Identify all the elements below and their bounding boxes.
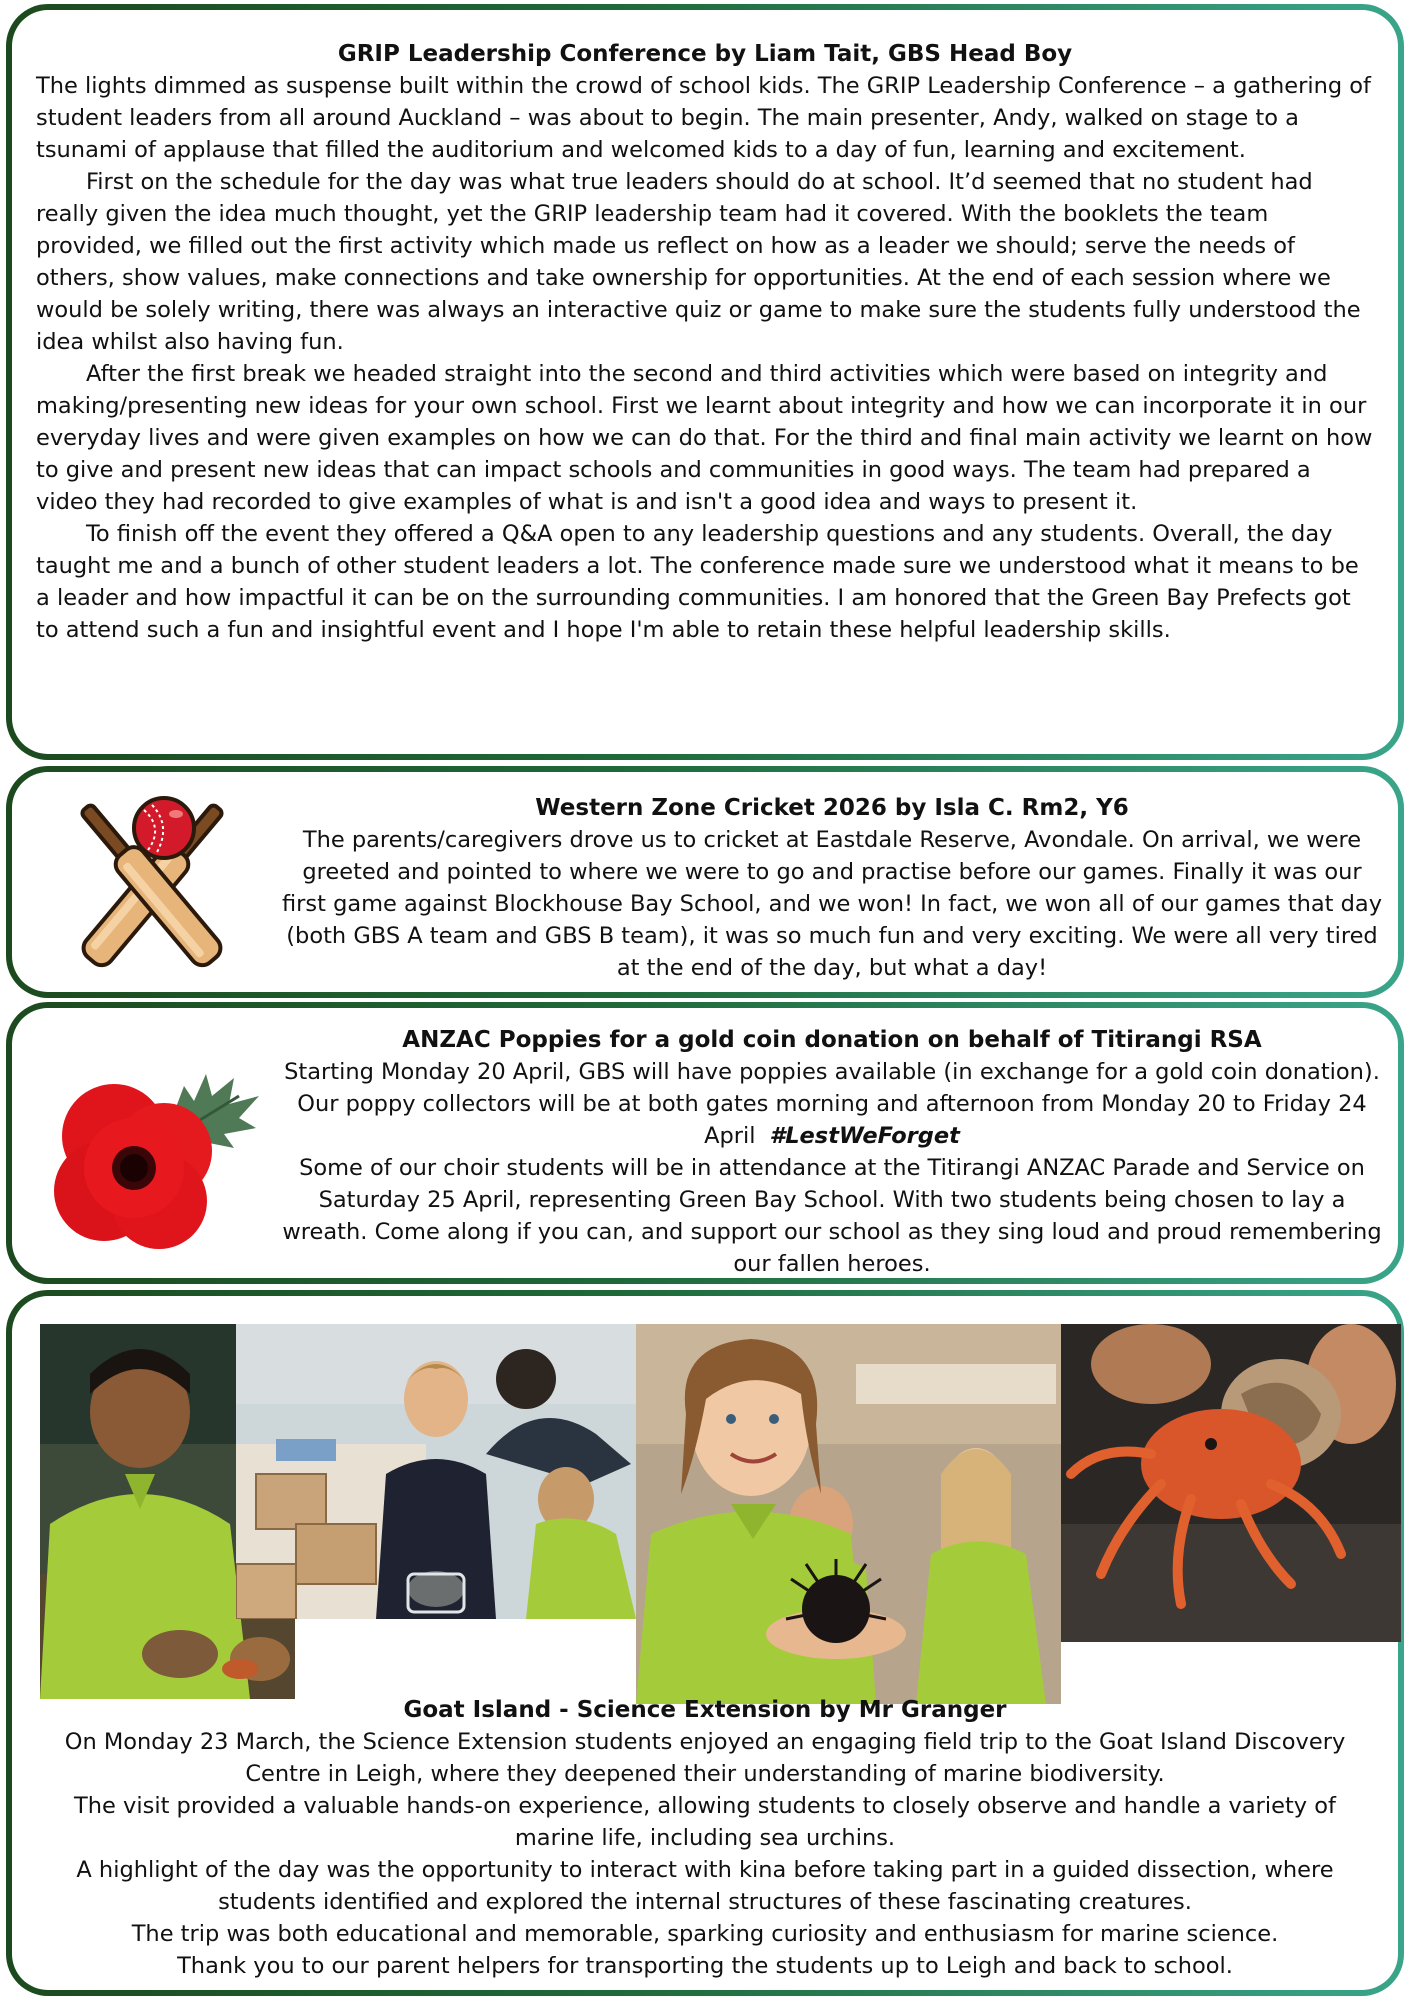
goat-line-2: The visit provided a valuable hands-on experience, allowing students to closely observe and handle a variety of marine life, including sea urchins. bbox=[74, 1793, 1336, 1851]
anzac-line-1: Starting Monday 20 April, GBS will have poppies available (in exchange for a gold coin donation). Our poppy collectors will be at both gates morning and afternoon from Monday 20 to Friday 24 April bbox=[284, 1059, 1380, 1149]
anzac-title: ANZAC Poppies for a gold coin donation on behalf of Titirangi RSA bbox=[402, 1027, 1262, 1053]
photo-hermit-crab bbox=[1061, 1324, 1401, 1642]
goat-line-4: The trip was both educational and memorable, sparking curiosity and enthusiasm for marine science. bbox=[131, 1921, 1279, 1947]
grip-article bbox=[6, 4, 1404, 760]
photo-students-with-boxes bbox=[236, 1324, 636, 1619]
grip-title: GRIP Leadership Conference by Liam Tait, GBS Head Boy bbox=[337, 41, 1073, 67]
photo-girl-with-sea-urchin bbox=[636, 1324, 1061, 1704]
cricket-body: The parents/caregivers drove us to cricket at Eastdale Reserve, Avondale. On arrival, we were greeted and pointed to where we were to go and practise before our games. Finally it was our first game against Blockhouse Bay School, and we won! In fact, we won all of our games that day (both GBS A team and GBS B team), it was so much fun and very exciting. We were all very tired at the end of the day, but what a day! bbox=[281, 827, 1383, 981]
goat-line-3: A highlight of the day was the opportunity to interact with kina before taking part in a guided dissection, where students identified and explored the internal structures of these fascinating creatures. bbox=[76, 1857, 1334, 1915]
goat-line-5: Thank you to our parent helpers for transporting the students up to Leigh and back to school. bbox=[177, 1953, 1233, 1979]
anzac-article bbox=[6, 1002, 1404, 1284]
photo-collage bbox=[40, 1324, 1380, 1704]
poppy-flower-icon bbox=[34, 1056, 264, 1256]
anzac-line-2: Some of our choir students will be in attendance at the Titirangi ANZAC Parade and Service on Saturday 25 April, representing Green Bay School. With two students being chosen to lay a wreath. Come along if you can, and support our school as they sing loud and proud remembering our fallen heroes. bbox=[282, 1155, 1382, 1277]
grip-paragraph-2: First on the schedule for the day was what true leaders should do at school. It’d seemed that no student had really given the idea much thought, yet the GRIP leadership team had it covered. With the booklets the team provided, we filled out the first activity which made us reflect on how as a leader we should; serve the needs of others, show values, make connections and take ownership for opportunities. At the end of each session where we would be solely writing, there was always an interactive quiz or game to make sure the students fully understood the idea whilst also having fun. bbox=[36, 169, 1361, 355]
cricket-bats-ball-icon bbox=[52, 792, 252, 977]
grip-paragraph-3: After the first break we headed straight into the second and third activities which were based on integrity and making/presenting new ideas for your own school. First we learnt about integrity and how we can incorporate it in our everyday lives and were given examples on how we can do that. For the third and final main activity we learnt on how to give and present new ideas that can impact schools and communities in good ways. The team had prepared a video they had recorded to give examples of what is and isn't a good idea and ways to present it. bbox=[36, 361, 1373, 515]
cricket-title: Western Zone Cricket 2026 by Isla C. Rm2, Y6 bbox=[535, 795, 1129, 821]
goat-title: Goat Island - Science Extension by Mr Granger bbox=[403, 1697, 1007, 1723]
goat-line-1: On Monday 23 March, the Science Extension students enjoyed an engaging field trip to the Goat Island Discovery Centre in Leigh, where they deepened their understanding of marine biodiversity. bbox=[64, 1729, 1346, 1787]
anzac-hashtag: #LestWeForget bbox=[769, 1123, 960, 1149]
goat-island-article bbox=[6, 1290, 1404, 1996]
grip-paragraph-1: The lights dimmed as suspense built within the crowd of school kids. The GRIP Leadership Conference – a gathering of student leaders from all around Auckland – was about to begin. The main presenter, Andy, walked on stage to a tsunami of applause that filled the auditorium and welcomed kids to a day of fun, learning and excitement. bbox=[36, 73, 1371, 163]
grip-paragraph-4: To finish off the event they offered a Q&A open to any leadership questions and any students. Overall, the day taught me and a bunch of other student leaders a lot. The conference made sure we understood what it means to be a leader and how impactful it can be on the surrounding communities. I am honored that the Green Bay Prefects got to attend such a fun and insightful event and I hope I'm able to retain these helpful leadership skills. bbox=[36, 521, 1359, 643]
cricket-article bbox=[6, 766, 1404, 998]
